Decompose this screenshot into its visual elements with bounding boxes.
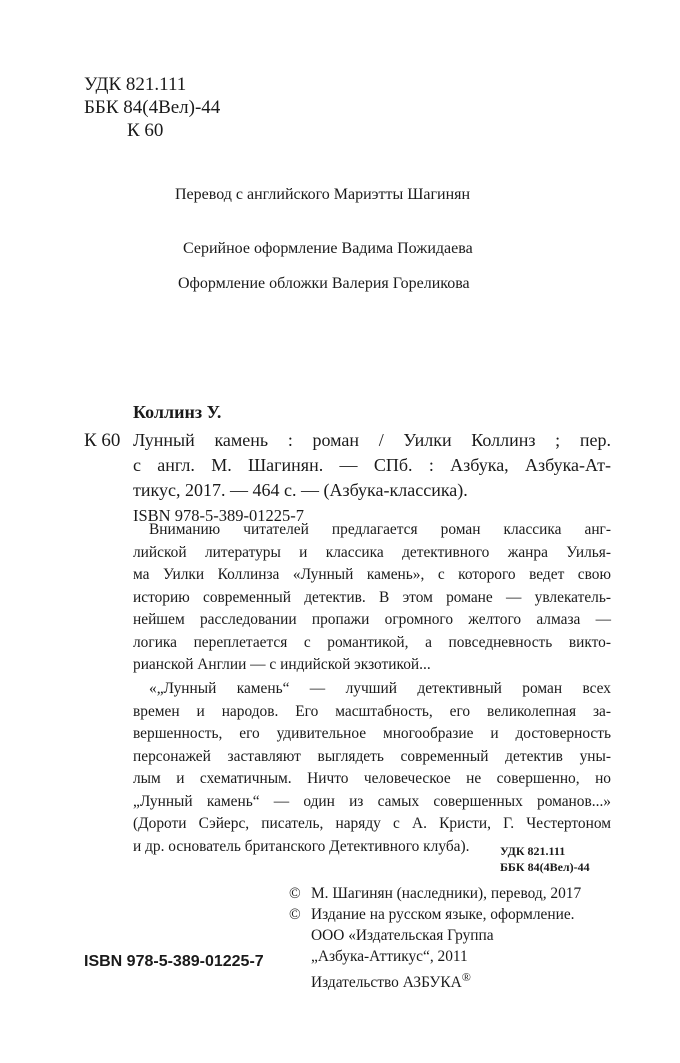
biblio-line: тикус, 2017. — 464 с. — (Азбука-классика). <box>133 480 468 500</box>
isbn-footer: ISBN 978-5-389-01225-7 <box>84 953 264 970</box>
annotation-line: персонажей заставляют выглядеть современный детектив уны- <box>133 747 611 765</box>
bibliographic-description <box>133 428 611 528</box>
author-mark: К 60 <box>127 120 164 141</box>
biblio-line: с англ. М. Шагинян. — СПб. : Азбука, Азбука-Ат- <box>133 455 611 475</box>
annotation-line: ма Уилки Коллинза «Лунный камень», с которого ведет свою <box>133 566 611 583</box>
annotation-paragraph-2 <box>133 678 611 858</box>
copyright-icon: © <box>289 885 301 902</box>
registered-icon: ® <box>461 970 471 984</box>
catalog-author-mark: К 60 <box>84 430 121 451</box>
annotation-line: логика переплетается с романтикой, а повседневность викто- <box>133 633 611 651</box>
annotation-line: лым и схематичным. Ничто человеческое не совершенно, но <box>133 770 611 787</box>
copyright-line: © Издание на русском языке, оформление. <box>289 906 575 923</box>
annotation-line: лийской литературы и классика детективного жанра Уилья- <box>133 543 611 561</box>
annotation-paragraph-1 <box>133 519 611 677</box>
series-design-credit: Серийное оформление Вадима Пожидаева <box>183 240 473 257</box>
annotation-line: историю современный детектив. В этом романе — увлекатель- <box>133 588 611 606</box>
copyright-line: „Азбука-Аттикус“, 2011 <box>311 948 468 965</box>
udk-small: УДК 821.111 <box>500 844 566 858</box>
annotation-line: Вниманию читателей предлагается роман классика анг- <box>149 521 611 538</box>
udk-code: УДК 821.111 <box>84 74 187 95</box>
catalog-isbn: ISBN 978-5-389-01225-7 <box>133 506 304 525</box>
annotation-line: времен и народов. Его масштабность, его великолепная за- <box>133 702 611 720</box>
copyright-line: Издательство АЗБУКА® <box>311 970 471 992</box>
annotation-line: и др. основатель британского Детективного клуба). <box>133 837 470 855</box>
bbk-small: ББК 84(4Вел)-44 <box>500 860 590 874</box>
copyright-icon: © <box>289 906 301 923</box>
copyright-line: ООО «Издательская Группа <box>311 927 494 944</box>
annotation-line: (Дороти Сэйерс, писатель, наряду с А. Кристи, Г. Честертоном <box>133 815 611 832</box>
copyright-line: © М. Шагинян (наследники), перевод, 2017 <box>289 885 582 902</box>
biblio-line: Лунный камень : роман / Уилки Коллинз ; пер. <box>133 430 611 450</box>
copyright-block <box>289 883 581 993</box>
annotation-line: „Лунный камень“ — один из самых совершенных романов...» <box>133 792 611 810</box>
annotation-line: рианской Англии — с индийской экзотикой... <box>133 656 431 673</box>
catalog-author: Коллинз У. <box>133 402 222 422</box>
bbk-code: ББК 84(4Вел)-44 <box>84 97 221 118</box>
translator-credit: Перевод с английского Мариэтты Шагинян <box>175 186 471 203</box>
cover-design-credit: Оформление обложки Валерия Гореликова <box>178 275 470 292</box>
annotation-line: вершенность, его удивительное многообразие и достоверность <box>133 725 611 742</box>
annotation-line: «„Лунный камень“ — лучший детективный роман всех <box>149 680 611 697</box>
annotation-line: нейшем расследовании пропажи огромного желтого алмаза — <box>133 611 611 628</box>
